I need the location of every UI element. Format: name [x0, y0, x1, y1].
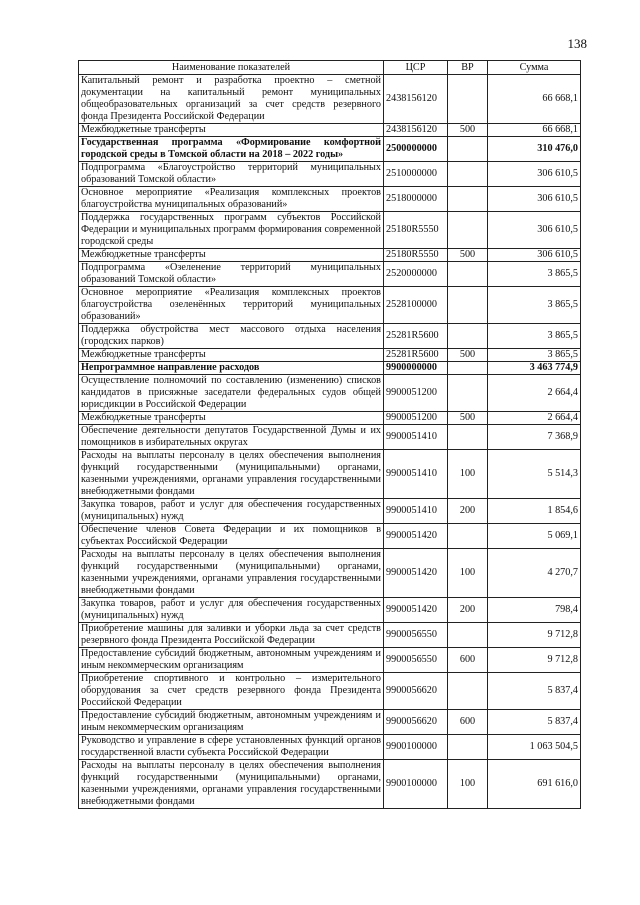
row-vr-cell: 500	[448, 249, 488, 262]
table-row	[79, 648, 581, 673]
row-csr-cell: 9900051420	[384, 549, 448, 598]
row-vr-cell	[448, 735, 488, 760]
row-vr-cell: 500	[448, 124, 488, 137]
row-sum-cell: 306 610,5	[488, 162, 581, 187]
row-vr-cell	[448, 212, 488, 249]
table-row	[79, 324, 581, 349]
row-csr-cell: 9900051410	[384, 499, 448, 524]
row-csr-cell: 9900000000	[384, 362, 448, 375]
table-row	[79, 137, 581, 162]
page-number: 138	[567, 36, 587, 51]
row-csr-cell: 25281R5600	[384, 324, 448, 349]
header-csr: ЦСР	[384, 61, 448, 75]
row-name-cell: Закупка товаров, работ и услуг для обеспечения государственных (муниципальных) нужд	[79, 598, 384, 623]
row-name-cell: Расходы на выплаты персоналу в целях обеспечения выполнения функций государственными (муниципальными) органами, казенными учреждениями, органами управления государственными внебюджетными фондами	[79, 760, 384, 809]
row-name-cell: Обеспечение деятельности депутатов Государственной Думы и их помощников в избирательных округах	[79, 425, 384, 450]
table-row	[79, 75, 581, 124]
table-row	[79, 287, 581, 324]
row-vr-cell: 100	[448, 760, 488, 809]
row-vr-cell	[448, 75, 488, 124]
row-vr-cell	[448, 425, 488, 450]
table-body	[79, 75, 581, 809]
row-vr-cell: 500	[448, 349, 488, 362]
row-vr-cell: 100	[448, 549, 488, 598]
row-sum-cell: 1 063 504,5	[488, 735, 581, 760]
row-sum-cell: 3 865,5	[488, 287, 581, 324]
row-csr-cell: 9900100000	[384, 735, 448, 760]
budget-table	[78, 60, 581, 809]
row-sum-cell: 306 610,5	[488, 249, 581, 262]
table-row	[79, 362, 581, 375]
table-row	[79, 375, 581, 412]
row-name-cell: Приобретение спортивного и контрольно – измерительного оборудования за счет средств резервного фонда Президента Российской Федерации	[79, 673, 384, 710]
row-name-cell: Межбюджетные трансферты	[79, 249, 384, 262]
row-sum-cell: 9 712,8	[488, 623, 581, 648]
row-sum-cell: 3 463 774,9	[488, 362, 581, 375]
table-row	[79, 212, 581, 249]
row-csr-cell: 25281R5600	[384, 349, 448, 362]
table-row	[79, 425, 581, 450]
table-row	[79, 262, 581, 287]
row-vr-cell	[448, 287, 488, 324]
row-csr-cell: 9900051420	[384, 524, 448, 549]
row-vr-cell	[448, 324, 488, 349]
row-csr-cell: 25180R5550	[384, 212, 448, 249]
row-name-cell: Поддержка обустройства мест массового отдыха населения (городских парков)	[79, 324, 384, 349]
row-sum-cell: 5 837,4	[488, 710, 581, 735]
row-csr-cell: 9900051200	[384, 412, 448, 425]
row-csr-cell: 2520000000	[384, 262, 448, 287]
table-row	[79, 499, 581, 524]
table-row	[79, 412, 581, 425]
table-row	[79, 735, 581, 760]
row-vr-cell: 100	[448, 450, 488, 499]
table-row	[79, 673, 581, 710]
row-csr-cell: 2438156120	[384, 124, 448, 137]
row-sum-cell: 5 069,1	[488, 524, 581, 549]
row-name-cell: Расходы на выплаты персоналу в целях обеспечения выполнения функций государственными (муниципальными) органами, казенными учреждениями, органами управления государственными внебюджетными фондами	[79, 549, 384, 598]
row-name-cell: Закупка товаров, работ и услуг для обеспечения государственных (муниципальных) нужд	[79, 499, 384, 524]
header-name: Наименование показателей	[79, 61, 384, 75]
row-name-cell: Капитальный ремонт и разработка проектно – сметной документации на капитальный ремонт муниципальных общеобразовательных организаций за счет средств резервного фонда Президента Российской Федерации	[79, 75, 384, 124]
table-header-row	[79, 61, 581, 75]
header-vr: ВР	[448, 61, 488, 75]
row-vr-cell: 200	[448, 598, 488, 623]
row-name-cell: Обеспечение членов Совета Федерации и их помощников в субъектах Российской Федерации	[79, 524, 384, 549]
row-name-cell: Подпрограмма «Озеленение территорий муниципальных образований Томской области»	[79, 262, 384, 287]
row-sum-cell: 691 616,0	[488, 760, 581, 809]
row-name-cell: Расходы на выплаты персоналу в целях обеспечения выполнения функций государственными (муниципальными) органами, казенными учреждениями, органами управления государственными внебюджетными фондами	[79, 450, 384, 499]
row-vr-cell	[448, 137, 488, 162]
row-sum-cell: 9 712,8	[488, 648, 581, 673]
row-sum-cell: 3 865,5	[488, 349, 581, 362]
row-name-cell: Государственная программа «Формирование комфортной городской среды в Томской области на 2018 – 2022 годы»	[79, 137, 384, 162]
row-name-cell: Основное мероприятие «Реализация комплексных проектов благоустройства озеленённых территорий муниципальных образований»	[79, 287, 384, 324]
row-sum-cell: 306 610,5	[488, 187, 581, 212]
row-sum-cell: 5 837,4	[488, 673, 581, 710]
row-sum-cell: 798,4	[488, 598, 581, 623]
row-sum-cell: 5 514,3	[488, 450, 581, 499]
row-name-cell: Подпрограмма «Благоустройство территорий муниципальных образований Томской области»	[79, 162, 384, 187]
table-row	[79, 187, 581, 212]
row-vr-cell	[448, 375, 488, 412]
row-csr-cell: 9900051410	[384, 425, 448, 450]
row-csr-cell: 2438156120	[384, 75, 448, 124]
row-name-cell: Осуществление полномочий по составлению (изменению) списков кандидатов в присяжные заседатели федеральных судов общей юрисдикции в Российской Федерации	[79, 375, 384, 412]
table-row	[79, 549, 581, 598]
row-name-cell: Непрограммное направление расходов	[79, 362, 384, 375]
row-sum-cell: 7 368,9	[488, 425, 581, 450]
row-vr-cell	[448, 362, 488, 375]
row-sum-cell: 3 865,5	[488, 262, 581, 287]
row-csr-cell: 25180R5550	[384, 249, 448, 262]
row-vr-cell: 200	[448, 499, 488, 524]
row-csr-cell: 2518000000	[384, 187, 448, 212]
row-vr-cell	[448, 673, 488, 710]
table-row	[79, 162, 581, 187]
row-name-cell: Предоставление субсидий бюджетным, автономным учреждениям и иным некоммерческим организациям	[79, 710, 384, 735]
row-csr-cell: 9900056550	[384, 623, 448, 648]
row-name-cell: Поддержка государственных программ субъектов Российской Федерации и муниципальных программ формирования современной городской среды	[79, 212, 384, 249]
row-csr-cell: 9900056620	[384, 710, 448, 735]
row-sum-cell: 306 610,5	[488, 212, 581, 249]
table-row	[79, 760, 581, 809]
row-vr-cell	[448, 524, 488, 549]
row-csr-cell: 2510000000	[384, 162, 448, 187]
row-name-cell: Приобретение машины для заливки и уборки льда за счет средств резервного фонда Президента Российской Федерации	[79, 623, 384, 648]
row-csr-cell: 9900056620	[384, 673, 448, 710]
row-name-cell: Межбюджетные трансферты	[79, 349, 384, 362]
table-row	[79, 598, 581, 623]
row-name-cell: Основное мероприятие «Реализация комплексных проектов благоустройства муниципальных образований»	[79, 187, 384, 212]
row-sum-cell: 4 270,7	[488, 549, 581, 598]
row-vr-cell	[448, 187, 488, 212]
table-row	[79, 623, 581, 648]
row-sum-cell: 66 668,1	[488, 124, 581, 137]
row-sum-cell: 310 476,0	[488, 137, 581, 162]
row-name-cell: Руководство и управление в сфере установленных функций органов государственной власти субъекта Российской Федерации	[79, 735, 384, 760]
row-csr-cell: 9900051200	[384, 375, 448, 412]
table-row	[79, 524, 581, 549]
row-vr-cell: 500	[448, 412, 488, 425]
row-vr-cell: 600	[448, 710, 488, 735]
row-sum-cell: 2 664,4	[488, 412, 581, 425]
row-name-cell: Межбюджетные трансферты	[79, 124, 384, 137]
row-csr-cell: 9900051410	[384, 450, 448, 499]
row-vr-cell	[448, 262, 488, 287]
row-name-cell: Межбюджетные трансферты	[79, 412, 384, 425]
row-vr-cell	[448, 623, 488, 648]
row-vr-cell	[448, 162, 488, 187]
row-sum-cell: 2 664,4	[488, 375, 581, 412]
row-csr-cell: 9900100000	[384, 760, 448, 809]
table-row	[79, 124, 581, 137]
row-vr-cell: 600	[448, 648, 488, 673]
table-row	[79, 710, 581, 735]
header-sum: Сумма	[488, 61, 581, 75]
row-csr-cell: 2528100000	[384, 287, 448, 324]
row-sum-cell: 3 865,5	[488, 324, 581, 349]
row-name-cell: Предоставление субсидий бюджетным, автономным учреждениям и иным некоммерческим организациям	[79, 648, 384, 673]
row-csr-cell: 2500000000	[384, 137, 448, 162]
row-csr-cell: 9900051420	[384, 598, 448, 623]
row-sum-cell: 66 668,1	[488, 75, 581, 124]
table-row	[79, 349, 581, 362]
table-row	[79, 450, 581, 499]
row-csr-cell: 9900056550	[384, 648, 448, 673]
table-row	[79, 249, 581, 262]
row-sum-cell: 1 854,6	[488, 499, 581, 524]
